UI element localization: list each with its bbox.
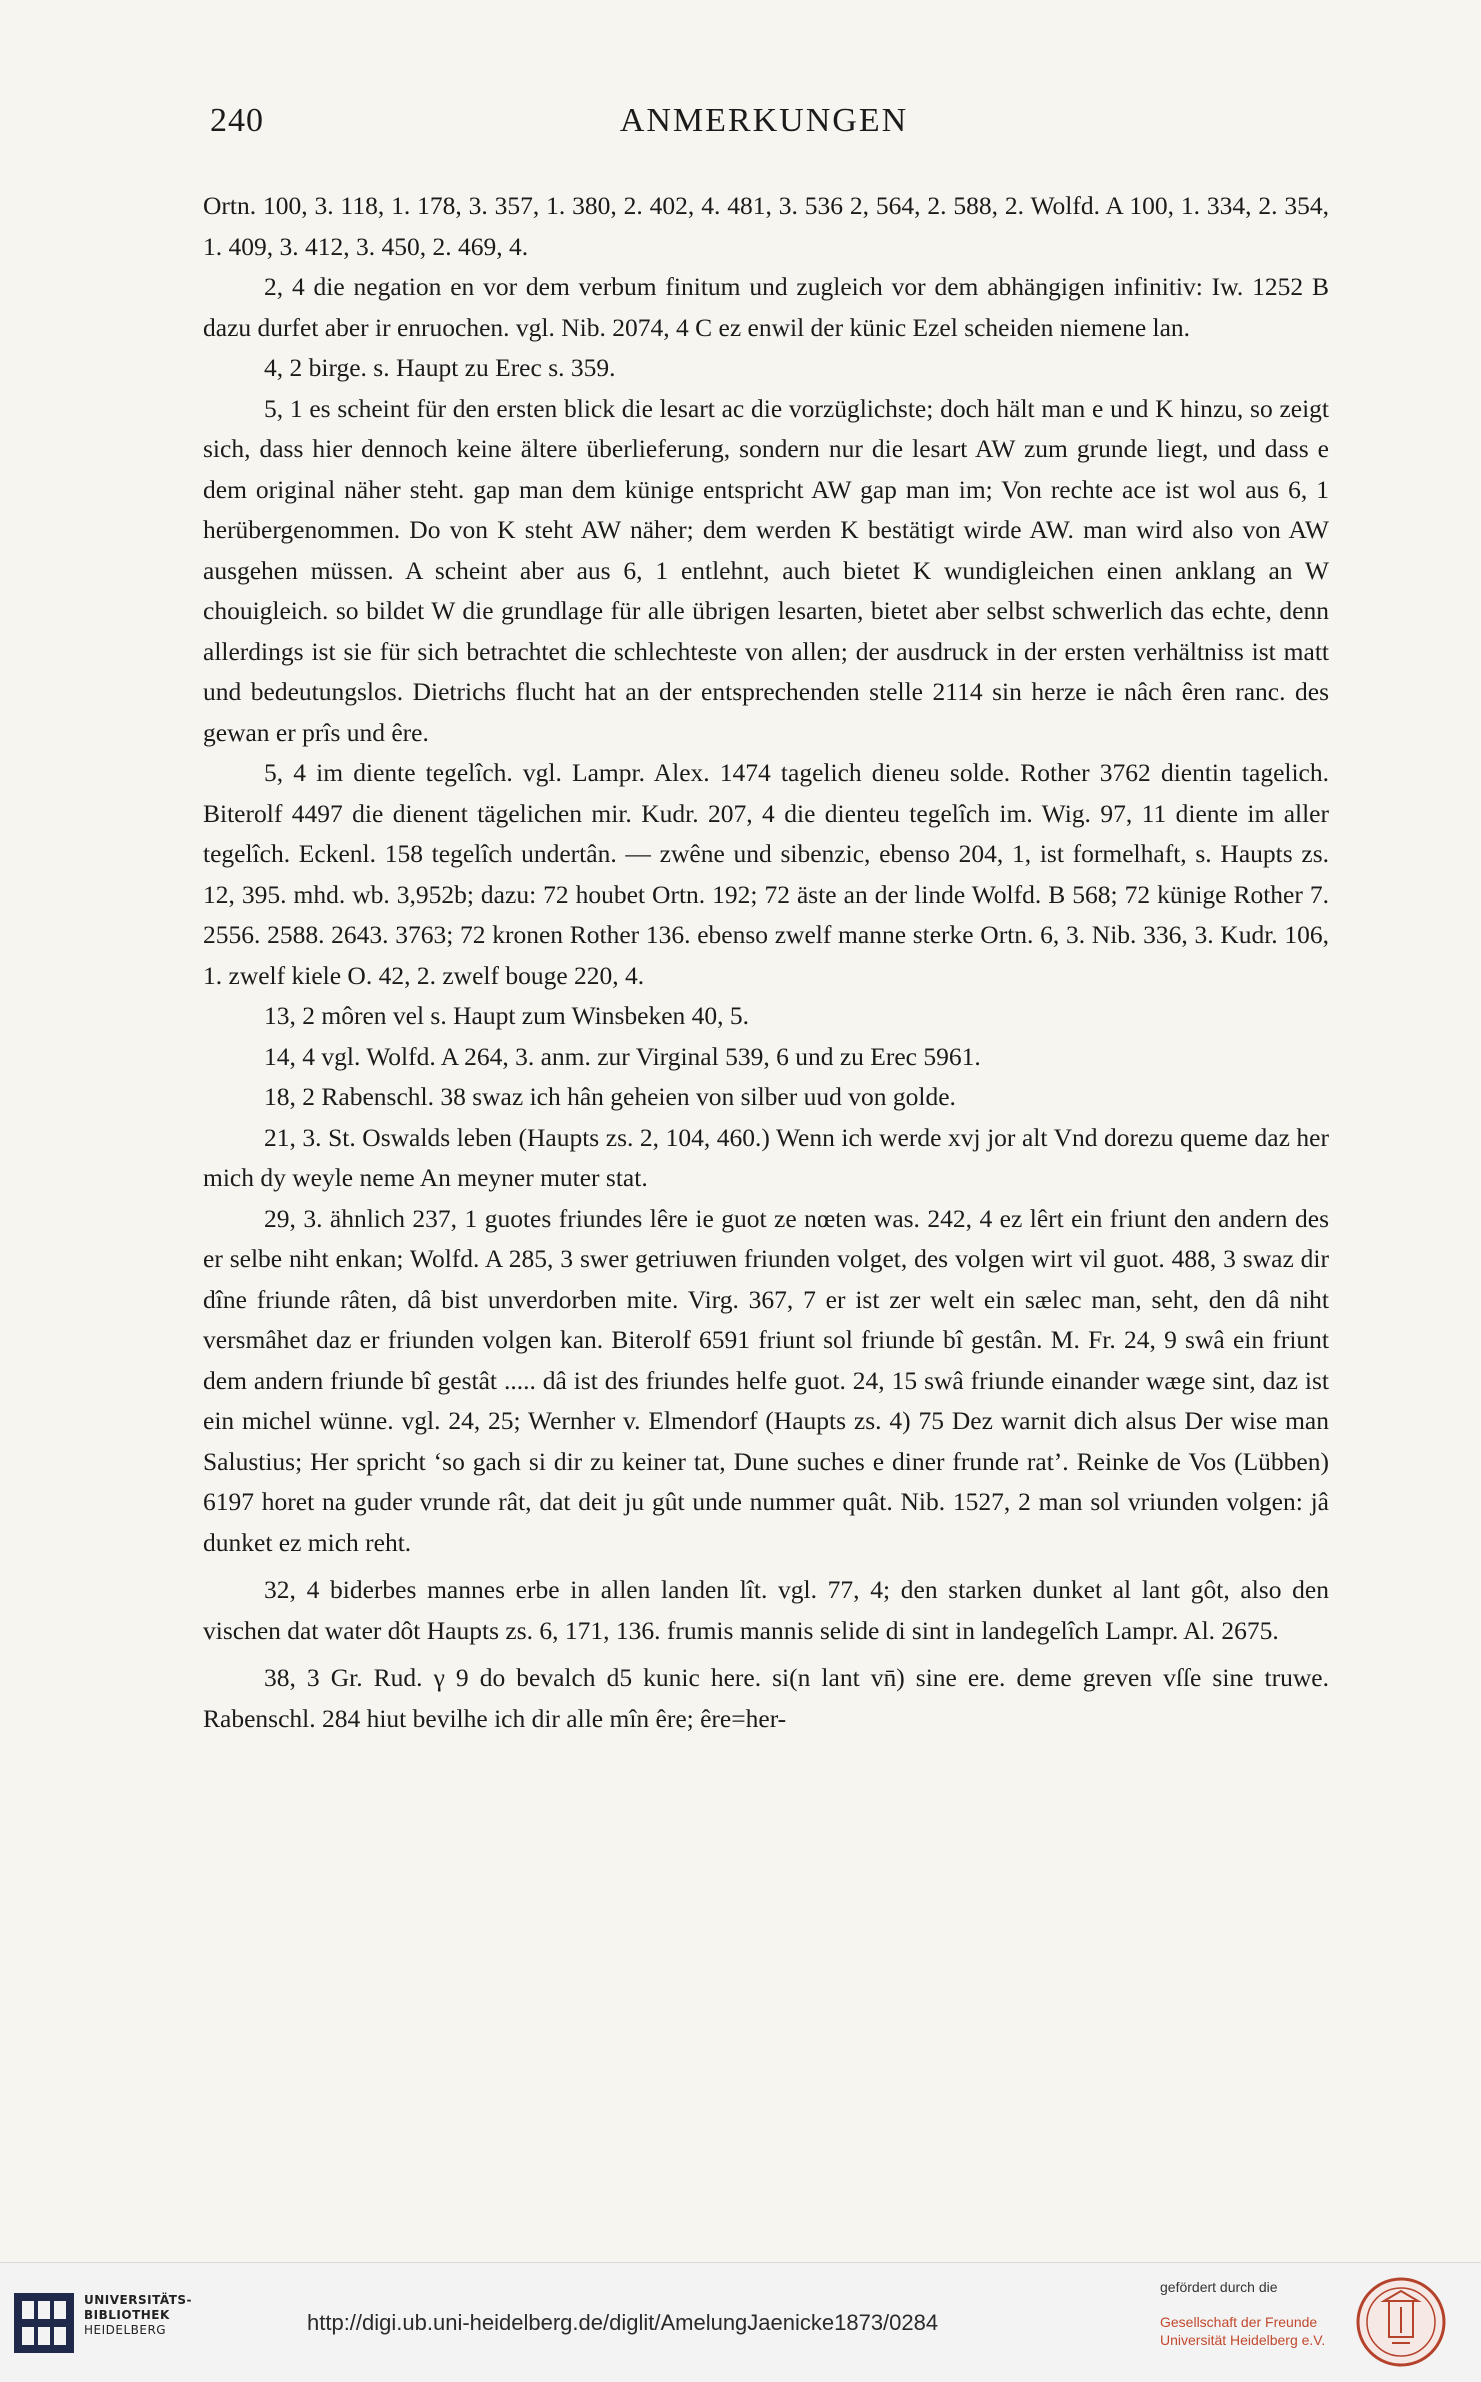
supported-by-label: gefördert durch die: [1160, 2279, 1278, 2295]
paragraph-21-3: 21, 3. St. Oswalds leben (Haupts zs. 2, 104, 460.) Wenn ich werde xvj jor alt Vnd dorezu queme daz her mich dy weyle neme An meyner muter stat.: [203, 1122, 1329, 1192]
paragraph-4-2: 4, 2 birge. s. Haupt zu Erec s. 359.: [264, 353, 616, 382]
paragraph-13-2: 13, 2 môren vel s. Haupt zum Winsbeken 40, 5.: [264, 1001, 750, 1030]
paragraph-38-3: 38, 3 Gr. Rud. γ 9 do bevalch d5 kunic here. si(n lant vn̄) sine ere. deme greven vſſe sine truwe. Rabenschl. 284 hiut bevilhe ich dir alle mîn êre; êre=her-: [203, 1663, 1329, 1733]
paragraph-2-4: 2, 4 die negation en vor dem verbum finitum und zugleich vor dem abhängigen infinitiv: Iw. 1252 B dazu durfet aber ir enruochen. vgl. Nib. 2074, 4 C ez enwil der künic Ezel scheiden niemene lan.: [203, 272, 1329, 342]
running-head: ANMERKUNGEN: [619, 102, 909, 139]
paragraph-32-4: 32, 4 biderbes mannes erbe in allen landen lît. vgl. 77, 4; den starken dunket al lant gôt, also den vischen dat water dôt Haupts zs. 6, 171, 136. frumis mannis selide di sint in landegelîch Lampr. Al. 2675.: [203, 1575, 1329, 1645]
society-name: Gesellschaft der Freunde Universität Heidelberg e.V.: [1160, 2314, 1326, 2348]
university-library-logo-icon: [14, 2293, 74, 2353]
page-header: [198, 102, 1330, 152]
university-seal-icon: [1356, 2277, 1446, 2367]
footer-bar: [0, 2262, 1481, 2382]
paragraph-29-3: 29, 3. ähnlich 237, 1 guotes friundes lêre ie guot ze nœten was. 242, 4 ez lêrt ein friunt den andern des er selbe niht enkan; Wolfd. A 285, 3 swer getriuwen friunden volget, des volgen wirt vil guot. 488, 3 swaz dir dîne friunde râten, dâ bist unverdorben mite. Virg. 367, 7 er ist zer welt ein sælec man, seht, den dâ niht versmâhet daz er friunden volgen kan. Biterolf 6591 friunt sol friunde bî gestân. M. Fr. 24, 9 swâ ein friunt dem andern friunde bî gestât ..... dâ ist des friundes helfe guot. 24, 15 swâ friunde einander wæge sint, daz ist ein michel wünne. vgl. 24, 25; Wernher v. Elmendorf (Haupts zs. 4) 75 Dez warnit dich alsus Der wise man Salustius; Her spricht ‘so gach si dir zu keiner tat, Dune suches e diner frunde rat’. Reinke de Vos (Lübben) 6197 horet na guder vrunde rât, dat deit ju gût unde nummer quât. Nib. 1527, 2 man sol vriunden volgen: jâ dunket ez mich reht.: [203, 1203, 1329, 1557]
paragraph-5-4: 5, 4 im diente tegelîch. vgl. Lampr. Alex. 1474 tagelich dieneu solde. Rother 3762 dientin tagelich. Biterolf 4497 die dienent tägelichen mir. Kudr. 207, 4 die dienteu tegelîch im. Wig. 97, 11 diente im aller tegelîch. Eckenl. 158 tegelîch undertân. — zwêne und sibenzic, ebenso 204, 1, ist formelhaft, s. Haupts zs. 12, 395. mhd. wb. 3,952b; dazu: 72 houbet Ortn. 192; 72 äste an der linde Wolfd. B 568; 72 künige Rother 7. 2556. 2588. 2643. 3763; 72 kronen Rother 136. ebenso zwelf manne sterke Ortn. 6, 3. Nib. 336, 3. Kudr. 106, 1. zwelf kiele O. 42, 2. zwelf bouge 220, 4.: [203, 758, 1329, 990]
paragraph-5-1: 5, 1 es scheint für den ersten blick die lesart ac die vorzüglichste; doch hält man e und K hinzu, so zeigt sich, dass hier dennoch keine ältere überlieferung, sondern nur die lesart AW zum grunde liegt, und dass e dem original näher steht. gap man dem künige entspricht AW gap man im; Von rechte ace ist wol aus 6, 1 herübergenommen. Do von K steht AW näher; dem werden K bestätigt wirde AW. man wird also von AW ausgehen müssen. A scheint aber aus 6, 1 entlehnt, auch bietet K wundigleichen einen anklang an W chouigleich. so bildet W die grundlage für alle übrigen lesarten, bietet aber selbst schwerlich das echte, denn allerdings ist sie für sich betrachtet die schlechteste von allen; der ausdruck in der ersten verhältniss ist matt und bedeutungslos. Dietrichs flucht hat an der entsprechenden stelle 2114 sin herze ie nâch êren ranc. des gewan er prîs und êre.: [203, 393, 1329, 747]
paragraph-ortn: Ortn. 100, 3. 118, 1. 178, 3. 357, 1. 380, 2. 402, 4. 481, 3. 536 2, 564, 2. 588, 2. Wolfd. A 100, 1. 334, 2. 354, 1. 409, 3. 412, 3. 450, 2. 469, 4.: [203, 191, 1329, 261]
annotations-body: [203, 186, 1329, 1739]
library-name: UNIVERSITÄTS- BIBLIOTHEK HEIDELBERG: [84, 2293, 193, 2337]
paragraph-18-2: 18, 2 Rabenschl. 38 swaz ich hân geheien von silber uud von golde.: [264, 1082, 956, 1111]
permalink-url[interactable]: http://digi.ub.uni-heidelberg.de/diglit/AmelungJaenicke1873/0284: [307, 2310, 939, 2335]
paragraph-14-4: 14, 4 vgl. Wolfd. A 264, 3. anm. zur Virginal 539, 6 und zu Erec 5961.: [264, 1041, 981, 1071]
page-number: 240: [210, 102, 264, 139]
